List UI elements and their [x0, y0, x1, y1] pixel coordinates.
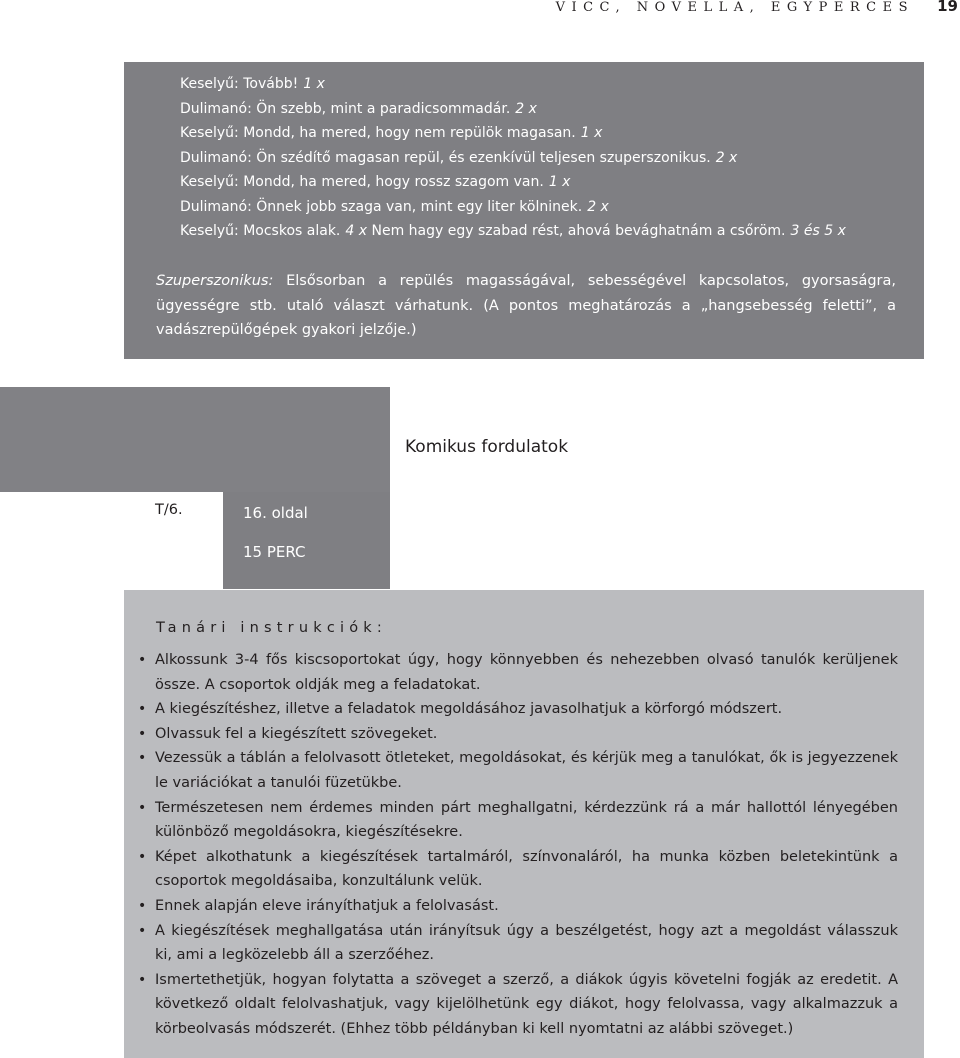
bullet-icon: • — [138, 701, 147, 718]
page-reference: 16. oldal — [243, 504, 308, 522]
instruction-text: Ismertethetjük, hogyan folytatta a szöveget a szerző, a diákok úgyis követelni fogják az eredetit. A következő oldalt felolvashatjuk, vagy kijelölhetünk egy diákot, hogy felolvassa, vagy alkalmazzuk a körbeolvasás módszerét. (Ehhez több példányban ki kell nyomtatni az alábbi szöveget.) — [155, 971, 898, 1037]
repeat-count: 4 x — [345, 223, 368, 239]
dialogue-line — [180, 170, 846, 195]
instruction-item — [138, 648, 898, 697]
running-title: VICC, NOVELLA, EGYPERCES — [555, 0, 914, 15]
task-info-box — [223, 492, 390, 589]
dialogue-line — [180, 219, 846, 244]
repeat-count: 1 x — [303, 76, 325, 92]
bullet-icon: • — [138, 725, 147, 742]
dialogue-line — [180, 146, 846, 171]
section-decor-block — [0, 387, 390, 492]
definition-text: Elsősorban a repülés magasságával, sebességével kapcsolatos, gyorsaságra, ügyességre stb. utaló választ várhatunk. (A pontos meghatározás a „hangsebesség feletti”, a vadászrepülőgépek gyakori jelzője.) — [156, 273, 896, 338]
repeat-count: 1 x — [548, 174, 571, 190]
dialogue-text: Dulimanó: Ön szebb, mint a paradicsommadár. — [180, 100, 511, 117]
definition-term: Szuperszonikus: — [156, 273, 274, 289]
page-number: 19 — [937, 0, 958, 15]
instruction-text: Képet alkothatunk a kiegészítések tartalmáról, színvonaláról, ha munka közben beletekintünk a csoportok megoldásaiba, konzultálunk velük. — [155, 848, 898, 890]
dialogue-text-continuation: Nem hagy egy szabad rést, ahová bevághatnám a csőröm. — [371, 223, 786, 239]
instruction-item — [138, 722, 898, 747]
dialogue-text: Keselyű: Tovább! — [180, 76, 299, 92]
instruction-item — [138, 796, 898, 845]
bullet-icon: • — [138, 799, 147, 816]
dialogue-line — [180, 195, 846, 220]
dialogue-line — [180, 121, 846, 146]
duration: 15 PERC — [243, 543, 306, 561]
dialogue-line — [180, 97, 846, 122]
instruction-text: Vezessük a táblán a felolvasott ötleteket, megoldásokat, és kérjük meg a tanulókat, ők is jegyezzenek le variációkat a tanulói füzetükbe. — [155, 750, 898, 791]
definition-note — [156, 269, 896, 343]
bullet-icon: • — [138, 750, 147, 767]
instruction-text: Alkossunk 3-4 fős kiscsoportokat úgy, hogy könnyebben és nehezebben olvasó tanulók kerüljenek össze. A csoportok oldják meg a feladatokat. — [155, 652, 898, 693]
dialogue-text: Keselyű: Mondd, ha mered, hogy rossz szagom van. — [180, 174, 544, 190]
teacher-instructions-panel — [124, 590, 924, 1058]
instruction-text: Olvassuk fel a kiegészített szövegeket. — [155, 725, 438, 742]
dialogue-text: Keselyű: Mondd, ha mered, hogy nem repülök magasan. — [180, 125, 576, 141]
repeat-count: 2 x — [715, 149, 738, 166]
instruction-text: Természetesen nem érdemes minden párt meghallgatni, kérdezzünk rá a már hallottól lényegében különböző megoldásokra, kiegészítésekre. — [155, 799, 898, 841]
bullet-icon: • — [138, 971, 147, 988]
bullet-icon: • — [138, 922, 147, 939]
instruction-item — [138, 968, 898, 1042]
section-title: Komikus fordulatok — [405, 437, 569, 457]
instruction-item — [138, 894, 898, 919]
instruction-text: A kiegészítéshez, illetve a feladatok megoldásához javasolhatjuk a körforgó módszert. — [155, 701, 783, 718]
bullet-icon: • — [138, 652, 147, 668]
repeat-count: 2 x — [587, 198, 609, 215]
instruction-item — [138, 919, 898, 968]
repeat-count: 1 x — [580, 125, 603, 141]
dialogue-line — [180, 72, 846, 97]
instruction-item — [138, 845, 898, 894]
instruction-text: A kiegészítések meghallgatása után irányítsuk úgy a beszélgetést, hogy azt a megoldást válasszuk ki, ami a legközelebb áll a szerzőéhez. — [155, 922, 898, 964]
bullet-icon: • — [138, 848, 147, 865]
bullet-icon: • — [138, 897, 147, 914]
dialogue-text: Dulimanó: Önnek jobb szaga van, mint egy liter kölninek. — [180, 198, 583, 215]
dialogue-panel — [124, 62, 924, 359]
repeat-count: 3 és 5 x — [790, 223, 846, 239]
task-code: T/6. — [155, 502, 183, 518]
instruction-item — [138, 697, 898, 722]
dialogue-text: Keselyű: Mocskos alak. — [180, 223, 341, 239]
instruction-list — [138, 648, 898, 1042]
repeat-count: 2 x — [515, 100, 537, 117]
instruction-text: Ennek alapján eleve irányíthatjuk a felolvasást. — [155, 897, 499, 914]
dialogue-lines — [180, 72, 846, 244]
dialogue-text: Dulimanó: Ön szédítő magasan repül, és ezenkívül teljesen szuperszonikus. — [180, 149, 711, 166]
instruction-item — [138, 746, 898, 795]
teacher-heading: Tanári instrukciók: — [156, 620, 387, 636]
